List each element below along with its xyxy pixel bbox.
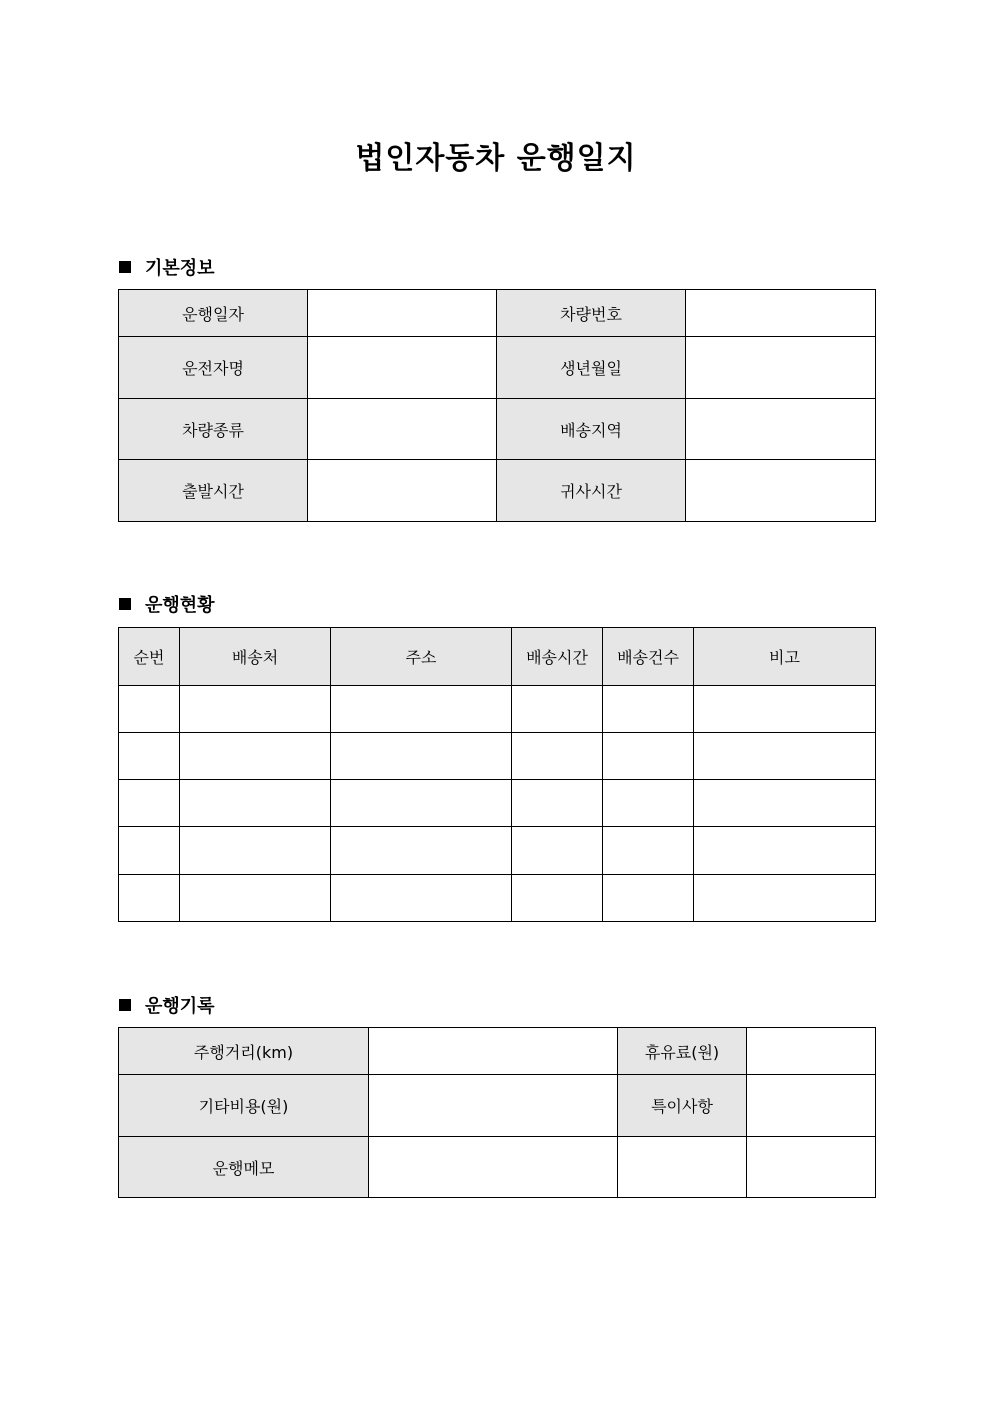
- table-cell[interactable]: [603, 686, 694, 733]
- field-label: 기타비용(원): [119, 1075, 369, 1137]
- field-value-input[interactable]: [369, 1137, 618, 1198]
- table-cell[interactable]: [331, 686, 512, 733]
- table-cell[interactable]: [119, 686, 180, 733]
- field-value-input[interactable]: [686, 460, 876, 522]
- table-cell[interactable]: [119, 733, 180, 780]
- table-row: [119, 1075, 876, 1137]
- table-cell[interactable]: [603, 827, 694, 875]
- field-label: 차량번호: [497, 290, 686, 337]
- table-cell[interactable]: [694, 733, 876, 780]
- table-cell[interactable]: [603, 875, 694, 922]
- column-header: 비고: [694, 628, 876, 686]
- section-heading-label: 운행현황: [145, 595, 215, 616]
- field-label: 운행일자: [119, 290, 308, 337]
- square-bullet-icon: [119, 261, 131, 273]
- table-cell[interactable]: [694, 780, 876, 827]
- field-label: 운전자명: [119, 337, 308, 399]
- section-heading-operation-record: [119, 992, 215, 1018]
- table-cell[interactable]: [512, 686, 603, 733]
- field-value-input[interactable]: [369, 1028, 618, 1075]
- table-cell[interactable]: [512, 827, 603, 875]
- column-header: 주소: [331, 628, 512, 686]
- column-header: 배송시간: [512, 628, 603, 686]
- table-row: [119, 827, 876, 875]
- column-header: 배송건수: [603, 628, 694, 686]
- table-cell[interactable]: [603, 780, 694, 827]
- section-heading-label: 기본정보: [145, 258, 215, 279]
- field-value-input[interactable]: [369, 1075, 618, 1137]
- field-value-input[interactable]: [686, 399, 876, 460]
- basic-info-table: [118, 289, 876, 522]
- table-cell[interactable]: [180, 780, 331, 827]
- table-cell[interactable]: [512, 875, 603, 922]
- table-cell[interactable]: [119, 875, 180, 922]
- table-cell[interactable]: [119, 827, 180, 875]
- field-value-input[interactable]: [308, 337, 497, 399]
- field-label: 특이사항: [618, 1075, 747, 1137]
- table-cell[interactable]: [694, 686, 876, 733]
- table-row: [119, 460, 876, 522]
- table-row: [119, 875, 876, 922]
- table-cell[interactable]: [180, 827, 331, 875]
- table-row: [119, 1137, 876, 1198]
- table-row: [119, 686, 876, 733]
- table-cell[interactable]: [180, 686, 331, 733]
- table-cell[interactable]: [694, 875, 876, 922]
- square-bullet-icon: [119, 598, 131, 610]
- table-cell[interactable]: [180, 733, 331, 780]
- field-label: 배송지역: [497, 399, 686, 460]
- table-cell[interactable]: [694, 827, 876, 875]
- section-heading-operation-status: [119, 591, 215, 617]
- table-cell[interactable]: [180, 875, 331, 922]
- table-header-row: [119, 628, 876, 686]
- operation-status-table: [118, 627, 876, 922]
- field-label: 귀사시간: [497, 460, 686, 522]
- table-cell[interactable]: [331, 875, 512, 922]
- field-label: 출발시간: [119, 460, 308, 522]
- table-row: [119, 780, 876, 827]
- table-cell[interactable]: [331, 780, 512, 827]
- table-row: [119, 290, 876, 337]
- field-value-input[interactable]: [686, 337, 876, 399]
- field-value-input[interactable]: [747, 1137, 876, 1198]
- field-value-input[interactable]: [747, 1028, 876, 1075]
- page-title: 법인자동차 운행일지: [355, 141, 637, 176]
- operation-record-table: [118, 1027, 876, 1198]
- table-cell[interactable]: [512, 780, 603, 827]
- table-row: [119, 1028, 876, 1075]
- column-header: 순번: [119, 628, 180, 686]
- field-label: 운행메모: [119, 1137, 369, 1198]
- field-label: 휴유료(원): [618, 1028, 747, 1075]
- table-cell[interactable]: [603, 733, 694, 780]
- column-header: 배송처: [180, 628, 331, 686]
- square-bullet-icon: [119, 999, 131, 1011]
- field-value-input[interactable]: [686, 290, 876, 337]
- table-row: [119, 337, 876, 399]
- field-value-input[interactable]: [618, 1137, 747, 1198]
- table-cell[interactable]: [331, 733, 512, 780]
- field-value-input[interactable]: [308, 399, 497, 460]
- table-cell[interactable]: [331, 827, 512, 875]
- section-heading-label: 운행기록: [145, 996, 215, 1017]
- table-cell[interactable]: [512, 733, 603, 780]
- field-value-input[interactable]: [747, 1075, 876, 1137]
- field-label: 생년월일: [497, 337, 686, 399]
- section-heading-basic-info: [119, 254, 215, 280]
- table-cell[interactable]: [119, 780, 180, 827]
- field-label: 주행거리(km): [119, 1028, 369, 1075]
- field-value-input[interactable]: [308, 290, 497, 337]
- field-label: 차량종류: [119, 399, 308, 460]
- field-value-input[interactable]: [308, 460, 497, 522]
- table-row: [119, 399, 876, 460]
- table-row: [119, 733, 876, 780]
